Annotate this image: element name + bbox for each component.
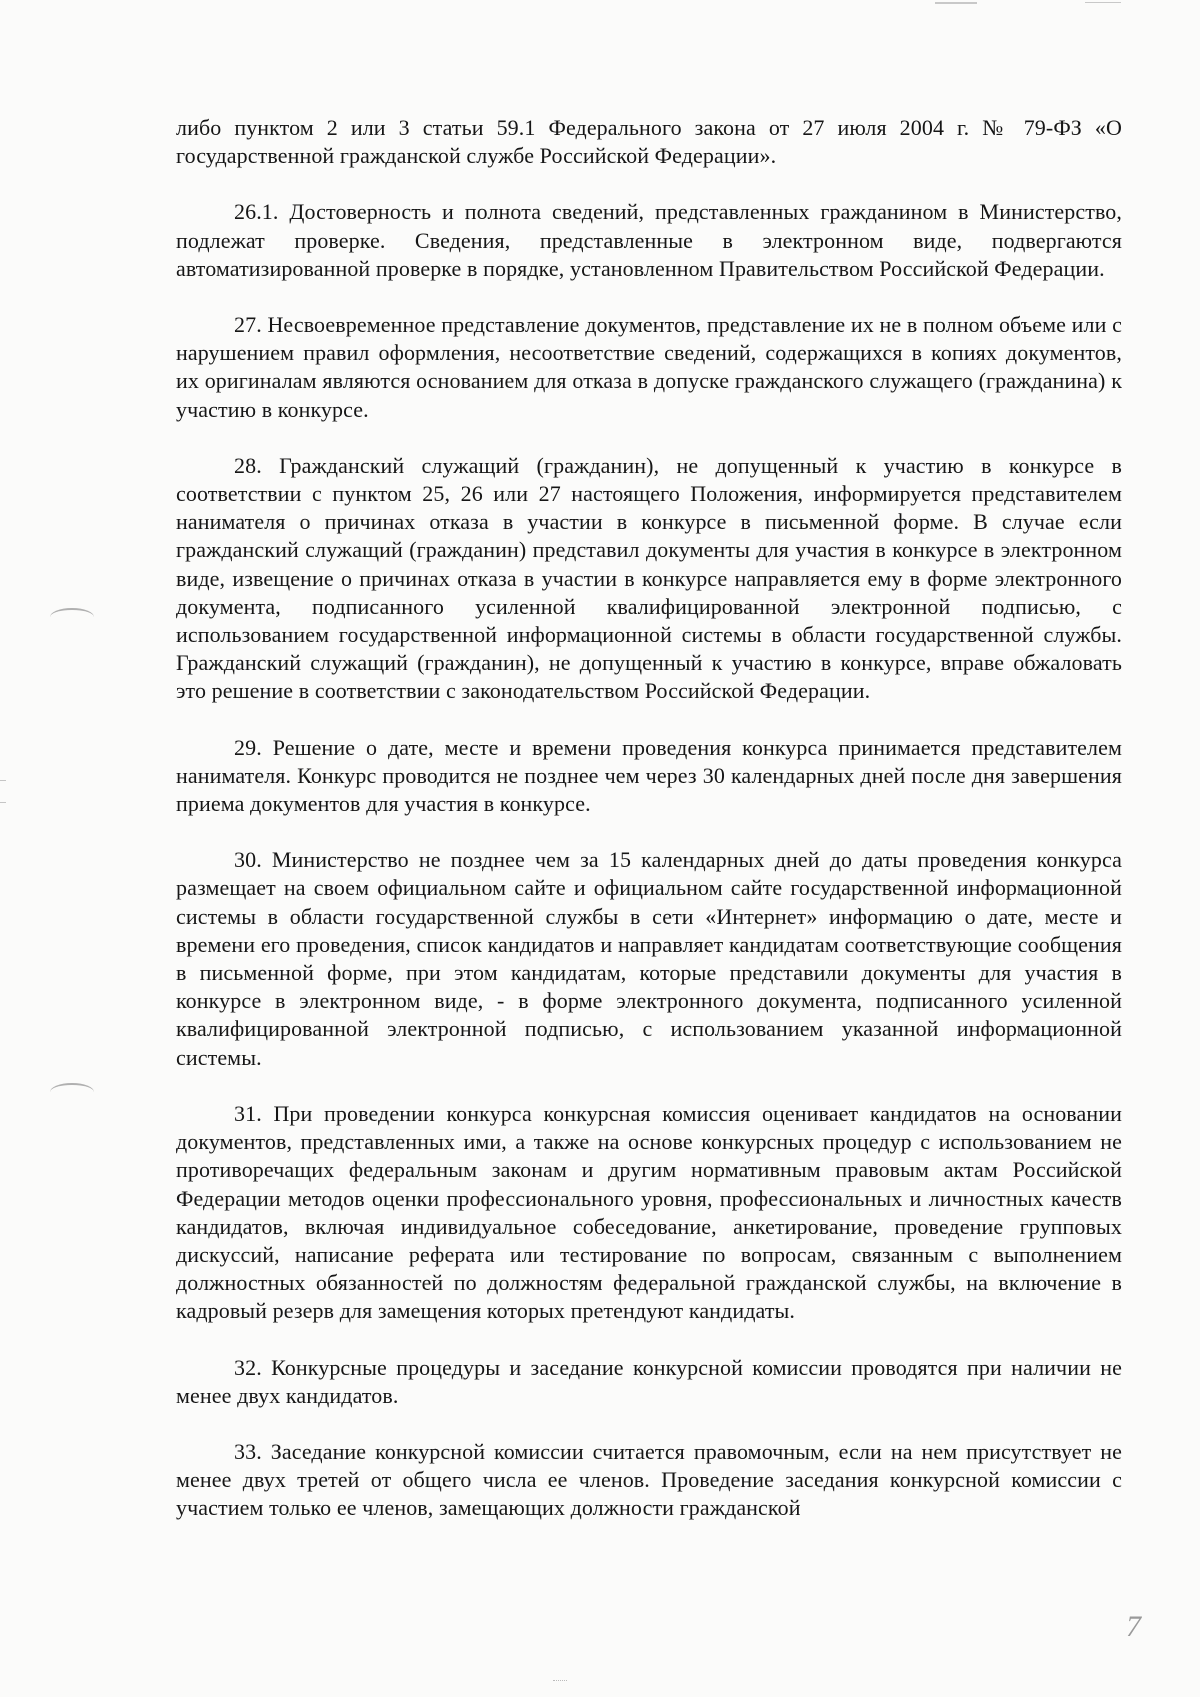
scan-edge-mark: [0, 780, 6, 781]
paragraph-33: 33. Заседание конкурсной комиссии считается правомочным, если на нем присутствует не менее двух третей от общего числа ее членов. Проведение заседания конкурсной комиссии с участием только ее членов, замещающих должности гражданской: [176, 1438, 1122, 1521]
paragraph-32: 32. Конкурсные процедуры и заседание конкурсной комиссии проводятся при наличии не менее двух кандидатов.: [176, 1354, 1122, 1408]
scan-artifact-line: [935, 2, 977, 4]
punch-hole-mark: [50, 608, 94, 626]
paragraph-continuation: либо пунктом 2 или 3 статьи 59.1 Федерального закона от 27 июля 2004 г. № 79-ФЗ «О государственной гражданской службе Российской Федерации».: [176, 115, 1122, 169]
paragraph-26-1: 26.1. Достоверность и полнота сведений, представленных гражданином в Министерство, подлежат проверке. Сведения, представленные в электронном виде, подвергаются автоматизированной проверке в порядке, установленном Правительством Российской Федерации.: [176, 199, 1122, 281]
punch-hole-mark: [50, 1083, 94, 1101]
paragraph-29: 29. Решение о дате, месте и времени проведения конкурса принимается представителем нанимателя. Конкурс проводится не позднее чем через 30 календарных дней после дня завершения приема документов для участия в конкурсе.: [176, 734, 1122, 817]
scan-edge-mark: [0, 802, 6, 803]
paragraph-31: 31. При проведении конкурса конкурсная комиссия оценивает кандидатов на основании документов, представленных ими, а также на основе конкурсных процедур с использованием не противоречащих федеральным законам и другим нормативным правовым актам Российской Федерации методов оценки профессионального уровня, профессиональных и личностных качеств кандидатов, включая индивидуальное собеседование, анкетирование, проведение групповых дискуссий, написание реферата или тестирование по вопросам, связанным с выполнением должностных обязанностей по должностям федеральной гражданской службы, на включение в кадровый резерв для замещения которых претендуют кандидаты.: [176, 1100, 1122, 1324]
document-body: [176, 114, 1122, 1523]
scan-artifact-line: [1085, 2, 1121, 3]
scan-artifact-dots: [553, 1680, 567, 1684]
paragraph-28: 28. Гражданский служащий (гражданин), не допущенный к участию в конкурсе в соответствии с пунктом 25, 26 или 27 настоящего Положения, информируется представителем нанимателя о причинах отказа в участии в конкурсе в письменной форме. В случае если гражданский служащий (гражданин) представил документы для участия в конкурсе в электронном виде, извещение о причинах отказа в участии в конкурсе направляется ему в форме электронного документа, подписанного усиленной квалифицированной электронной подписью, с использованием государственной информационной системы в области государственной службы. Гражданский служащий (гражданин), не допущенный к участию в конкурсе, вправе обжаловать это решение в соответствии с законодательством Российской Федерации.: [176, 452, 1122, 704]
paragraph-30: 30. Министерство не позднее чем за 15 календарных дней до даты проведения конкурса размещает на своем официальном сайте и официальном сайте государственной информационной системы в области государственной службы в сети «Интернет» информацию о дате, месте и времени его проведения, список кандидатов и направляет кандидатам соответствующие сообщения в письменной форме, при этом кандидатам, которые представили документы для участия в конкурсе в электронном виде, - в форме электронного документа, подписанного усиленной квалифицированной электронной подписью, с использованием указанной информационной системы.: [176, 847, 1122, 1070]
page-number: 7: [1126, 1610, 1141, 1643]
paragraph-27: 27. Несвоевременное представление документов, представление их не в полном объеме или с нарушением правил оформления, несоответствие сведений, содержащихся в копиях документов, их оригиналам являются основанием для отказа в допуске гражданского служащего (гражданина) к участию в конкурсе.: [176, 312, 1122, 422]
